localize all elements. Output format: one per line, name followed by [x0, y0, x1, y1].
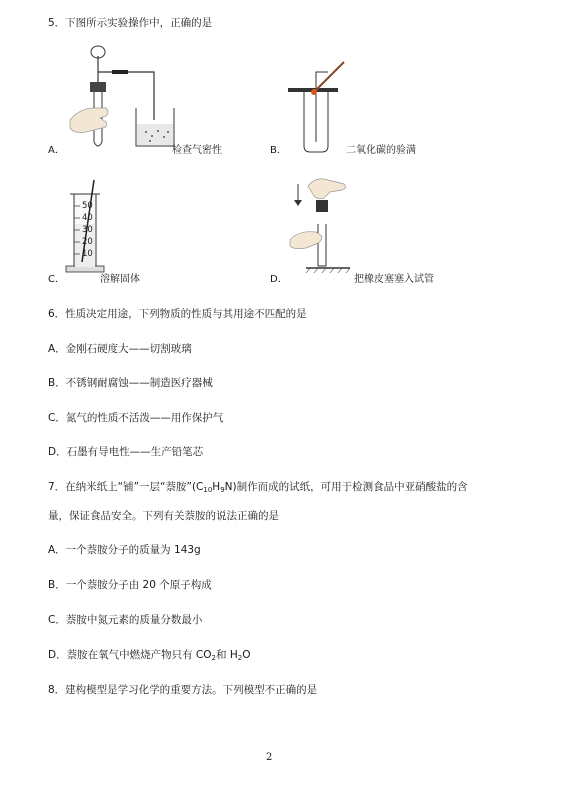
cylinder-tick-30: 30: [82, 225, 93, 235]
q5-option-c-letter: C．: [48, 274, 65, 285]
q7-stem-line2: 量，保证食品安全。下列有关萘胺的说法正确的是: [48, 510, 279, 522]
q6-option-d: D．石墨有导电性——生产铅笔芯: [48, 446, 204, 458]
q6-option-c: C．氮气的性质不活泼——用作保护气: [48, 412, 224, 424]
page-number: 2: [266, 752, 273, 763]
q6-option-a: A．金刚石硬度大——切割玻璃: [48, 343, 192, 355]
q5-stem: 5．下图所示实验操作中，正确的是: [48, 17, 213, 29]
q8-stem: 8．建构模型是学习化学的重要方法。下列模型不正确的是: [48, 684, 318, 696]
q6-option-b: B．不锈钢耐腐蚀——制造医疗器械: [48, 377, 213, 389]
q5-option-b-caption: 二氧化碳的验满: [346, 145, 416, 156]
q7-stem-line1: 7．在纳米纸上“铺”一层“萘胺$”(C_{10}H_9N)$制作而成的试纸，可用于检测食品中亚硝酸盐的含: [48, 481, 468, 494]
q5-option-a-caption: 检查气密性: [172, 145, 222, 156]
q5-option-d-caption: 把橡皮塞塞入试管: [354, 274, 434, 285]
cylinder-tick-50: 50: [82, 201, 93, 211]
q5-option-b-letter: B．: [270, 145, 287, 156]
q5-option-a-letter: A．: [48, 145, 65, 156]
figure-b-co2-full-check: [284, 58, 354, 154]
q5-option-d-letter: D．: [270, 274, 288, 285]
q7-option-b: B．一个萘胺分子由 20 个原子构成: [48, 579, 212, 591]
figure-d-inserting-stopper: [288, 172, 354, 276]
q7-option-a: A．一个萘胺分子的质量为 143g: [48, 544, 201, 556]
cylinder-tick-10: 10: [82, 249, 93, 259]
figure-a-airtightness-check: [66, 42, 178, 154]
q5-option-c-caption: 溶解固体: [100, 274, 140, 285]
q7-option-c: C．萘胺中氮元素的质量分数最小: [48, 614, 203, 626]
cylinder-tick-40: 40: [82, 213, 93, 223]
q7-option-d: D．萘胺在氧气中燃烧产物只有 $CO_2$和 $H_2O$: [48, 649, 251, 662]
q6-stem: 6．性质决定用途，下列物质的性质与其用途不匹配的是: [48, 308, 307, 320]
cylinder-tick-20: 20: [82, 237, 93, 247]
figure-c-dissolving-solid: [64, 178, 134, 276]
